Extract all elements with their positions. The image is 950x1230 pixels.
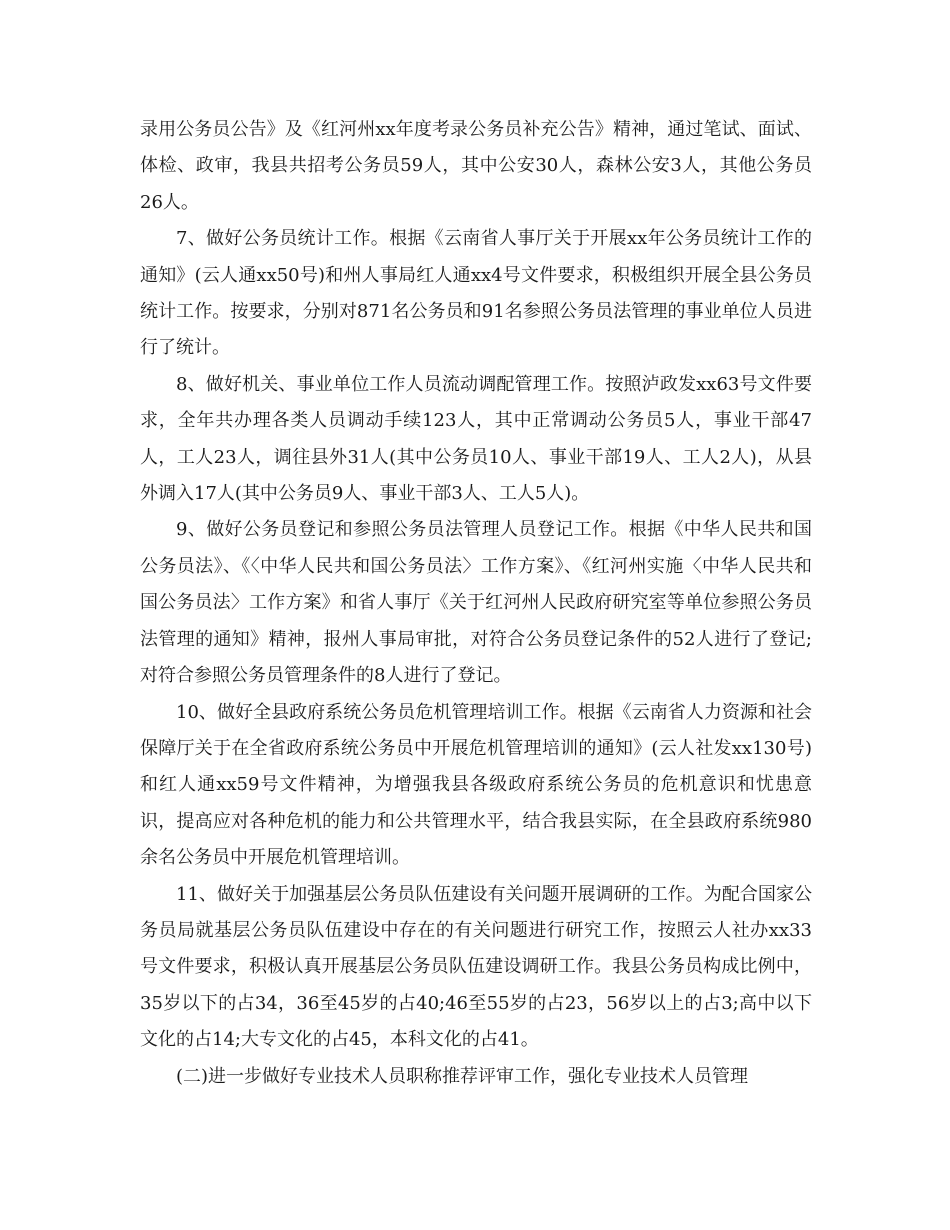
document-body: [140, 112, 812, 1095]
paragraph-grassroots-research: 11、做好关于加强基层公务员队伍建设有关问题开展调研的工作。为配合国家公务员局就基层公务员队伍建设中存在的有关问题进行研究工作，按照云人社办xx33号文件要求，积极认真开展基层公务员队伍建设调研工作。我县公务员构成比例中，35岁以下的占34，36至45岁的占40;46至55岁的占23，56岁以上的占3;高中以下文化的占14;大专文化的占45，本科文化的占41。: [140, 883, 812, 1051]
paragraph-crisis-training: 10、做好全县政府系统公务员危机管理培训工作。根据《云南省人力资源和社会保障厅关于在全省政府系统公务员中开展危机管理培训的通知》(云人社发xx130号)和红人通xx59号文件精神，为增强我县各级政府系统公务员的危机意识和忧患意识，提高应对各种危机的能力和公共管理水平，结合我县实际，在全县政府系统980余名公务员中开展危机管理培训。: [140, 701, 812, 869]
paragraph-statistics-work: 7、做好公务员统计工作。根据《云南省人事厅关于开展xx年公务员统计工作的通知》(云人通xx50号)和州人事局红人通xx4号文件要求，积极组织开展全县公务员统计工作。按要求，分别对871名公务员和91名参照公务员法管理的事业单位人员进行了统计。: [140, 228, 812, 359]
paragraph-recruitment-result: 录用公务员公告》及《红河州xx年度考录公务员补充公告》精神，通过笔试、面试、体检、政审，我县共招考公务员59人，其中公安30人，森林公安3人，其他公务员26人。: [140, 119, 812, 213]
paragraph-section-heading: (二)进一步做好专业技术人员职称推荐评审工作，强化专业技术人员管理: [176, 1065, 749, 1087]
paragraph-registration-work: 9、做好公务员登记和参照公务员法管理人员登记工作。根据《中华人民共和国公务员法》、《〈中华人民共和国公务员法〉工作方案》、《红河州实施〈中华人民共和国公务员法〉工作方案》和省人事厅《关于红河州人民政府研究室等单位参照公务员法管理的通知》精神，报州人事局审批，对符合公务员登记条件的52人进行了登记;对符合参照公务员管理条件的8人进行了登记。: [140, 519, 812, 687]
paragraph-transfer-management: 8、做好机关、事业单位工作人员流动调配管理工作。按照泸政发xx63号文件要求，全年共办理各类人员调动手续123人，其中正常调动公务员5人，事业干部47人，工人23人，调往县外31人(其中公务员10人、事业干部19人、工人2人)，从县外调入17人(其中公务员9人、事业干部3人、工人5人)。: [140, 373, 812, 505]
